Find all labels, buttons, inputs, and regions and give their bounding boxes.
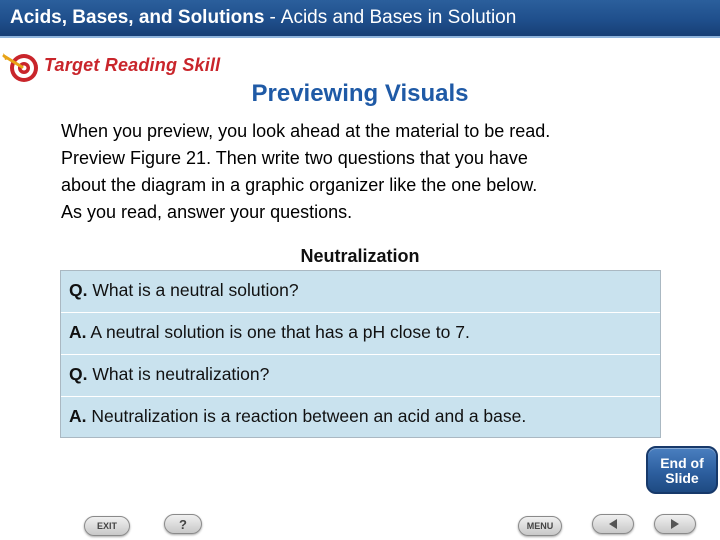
exit-button[interactable]: EXIT [84,516,130,536]
chapter-title: Acids, Bases, and Solutions [10,7,265,28]
section-title: Previewing Visuals [251,80,469,107]
slide-header [0,0,720,38]
menu-button[interactable]: MENU [518,516,562,536]
instruction-paragraph [61,118,681,226]
row-text: What is a neutral solution? [87,280,299,300]
row-prefix: A. [69,406,87,426]
organizer-title: Neutralization [300,246,420,266]
row-prefix: Q. [69,364,88,384]
help-button[interactable]: ? [164,514,202,534]
row-prefix: Q. [69,280,88,300]
organizer-row [61,271,660,313]
target-icon [2,50,40,84]
instruction-line: Preview Figure 21. Then write two questions that you have [61,148,528,168]
instruction-line: about the diagram in a graphic organizer like the one below. [61,175,538,195]
organizer-row [61,397,660,439]
row-text: A neutral solution is one that has a pH close to 7. [86,322,470,342]
arrow-right-icon [668,518,682,530]
instruction-line: As you read, answer your questions. [61,202,353,222]
graphic-organizer [60,270,661,438]
row-text: Neutralization is a reaction between an acid and a base. [86,406,527,426]
target-reading-skill-label: Target Reading Skill [44,55,221,75]
row-prefix: A. [69,322,87,342]
target-reading-skill-banner [2,50,252,84]
title-separator: - [269,7,276,28]
next-button[interactable] [654,514,696,534]
section-subtitle: Acids and Bases in Solution [280,7,517,28]
instruction-line: When you preview, you look ahead at the material to be read. [61,121,551,141]
organizer-row [61,355,660,397]
arrow-left-icon [606,518,620,530]
organizer-row [61,313,660,355]
end-of-slide-label-line2: Slide [665,470,699,486]
row-text: What is neutralization? [87,364,270,384]
previous-button[interactable] [592,514,634,534]
end-of-slide-label-line1: End of [660,455,704,471]
end-of-slide-button[interactable] [646,446,718,494]
